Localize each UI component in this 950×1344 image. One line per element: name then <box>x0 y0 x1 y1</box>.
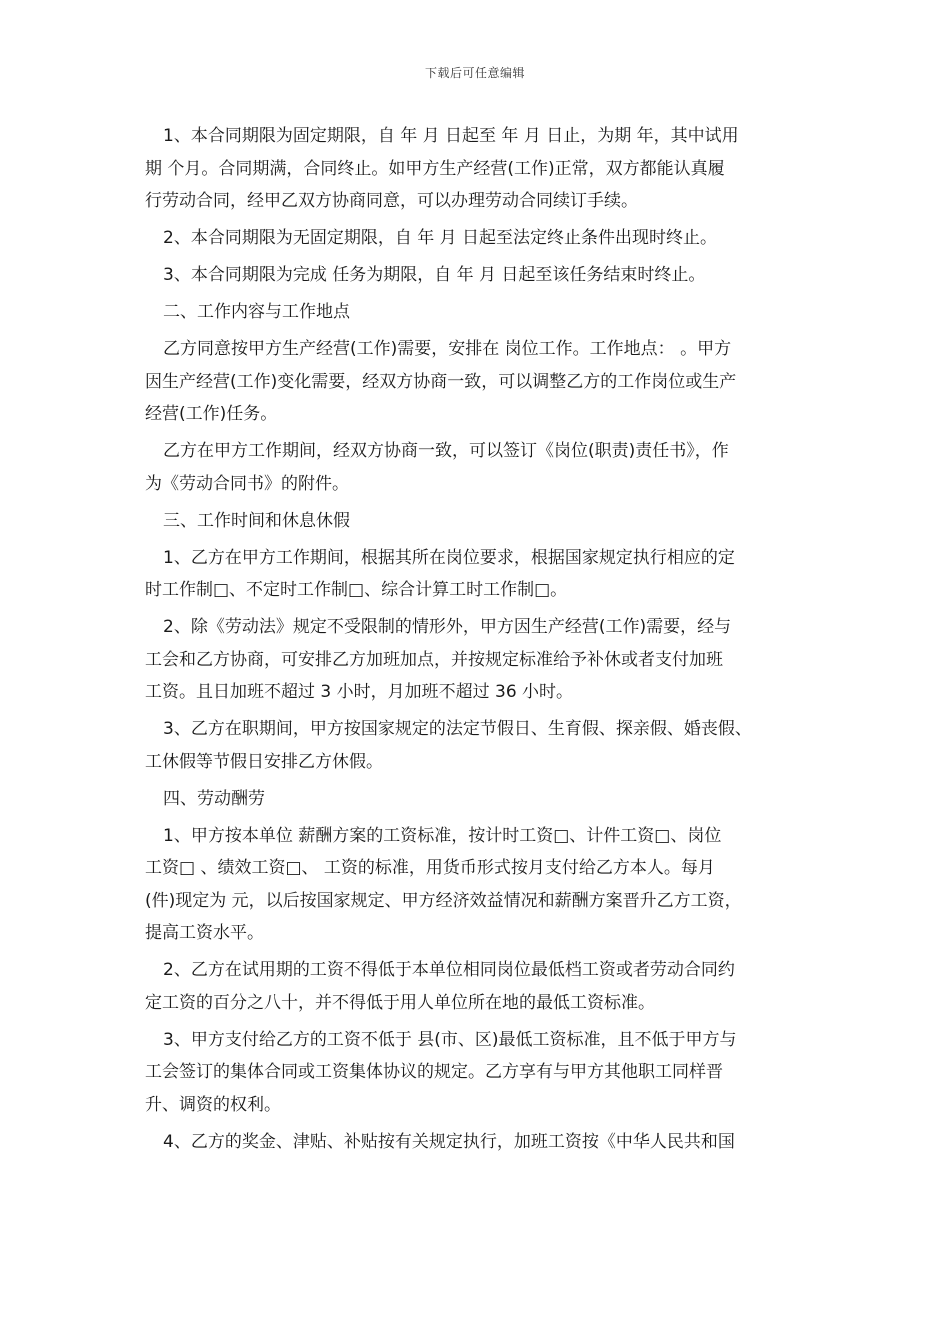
text-line: 工休假等节假日安排乙方休假。 <box>145 751 383 772</box>
text-line: 1、本合同期限为固定期限，自 年 月 日起至 年 月 日止，为期 年，其中试用 <box>163 126 739 146</box>
text-line: 因生产经营(工作)变化需要，经双方协商一致，可以调整乙方的工作岗位或生产 <box>145 371 737 392</box>
paragraph <box>145 120 825 218</box>
text-line: 工资。且日加班不超过 3 小时，月加班不超过 36 小时。 <box>145 682 574 702</box>
contract-body <box>145 120 825 1163</box>
text-line: 3、本合同期限为完成 任务为期限，自 年 月 日起至该任务结束时终止。 <box>163 265 706 285</box>
paragraph <box>145 296 825 329</box>
paragraph <box>145 259 825 292</box>
text-line: 行劳动合同，经甲乙双方协商同意，可以办理劳动合同续订手续。 <box>145 191 638 211</box>
paragraph <box>145 222 825 255</box>
paragraph <box>145 783 825 816</box>
text-line: 经营(工作)任务。 <box>145 404 278 424</box>
text-line: 3、甲方支付给乙方的工资不低于 县(市、区)最低工资标准，且不低于甲方与 <box>163 1029 737 1050</box>
text-line: 3、乙方在职期间，甲方按国家规定的法定节假日、生育假、探亲假、婚丧假、 <box>163 719 752 739</box>
text-line: 四、劳动酬劳 <box>163 788 265 809</box>
text-line: 1、甲方按本单位 薪酬方案的工资标准，按计时工资□、计件工资□、岗位 <box>163 825 722 846</box>
text-line: 4、乙方的奖金、津贴、补贴按有关规定执行，加班工资按《中华人民共和国 <box>163 1131 735 1152</box>
text-line: 乙方同意按甲方生产经营(工作)需要，安排在 岗位工作。工作地点： 。甲方 <box>163 339 732 359</box>
text-line: 工会和乙方协商，可安排乙方加班加点，并按规定标准给予补休或者支付加班 <box>145 649 723 670</box>
paragraph <box>145 1126 825 1159</box>
text-line: 2、乙方在试用期的工资不得低于本单位相同岗位最低档工资或者劳动合同约 <box>163 960 735 980</box>
text-line: 三、工作时间和休息休假 <box>163 510 350 531</box>
page-header: 下载后可任意编辑 <box>424 66 525 80</box>
text-line: 升、调资的权利。 <box>145 1094 281 1115</box>
paragraph <box>145 1024 825 1122</box>
text-line: 工会签订的集体合同或工资集体协议的规定。乙方享有与甲方其他职工同样晋 <box>145 1062 723 1082</box>
text-line: 提高工资水平。 <box>145 923 264 943</box>
text-line: 定工资的百分之八十，并不得低于用人单位所在地的最低工资标准。 <box>145 992 655 1013</box>
text-line: 为《劳动合同书》的附件。 <box>145 473 349 494</box>
text-line: 时工作制□、不定时工作制□、综合计算工时工作制□。 <box>145 580 568 600</box>
text-line: 2、本合同期限为无固定期限，自 年 月 日起至法定终止条件出现时终止。 <box>163 228 718 248</box>
paragraph <box>145 713 825 778</box>
text-line: 1、乙方在甲方工作期间，根据其所在岗位要求，根据国家规定执行相应的定 <box>163 547 735 568</box>
paragraph <box>145 820 825 950</box>
paragraph <box>145 333 825 431</box>
paragraph <box>145 611 825 709</box>
text-line: (件)现定为 元，以后按国家规定、甲方经济效益情况和薪酬方案晋升乙方工资， <box>145 890 742 911</box>
paragraph <box>145 542 825 607</box>
text-line: 2、除《劳动法》规定不受限制的情形外，甲方因生产经营(工作)需要，经与 <box>163 617 732 637</box>
text-line: 乙方在甲方工作期间，经双方协商一致，可以签订《岗位(职责)责任书》，作 <box>163 441 729 461</box>
text-line: 期 个月。合同期满，合同终止。如甲方生产经营(工作)正常，双方都能认真履 <box>145 158 725 179</box>
paragraph <box>145 954 825 1019</box>
paragraph <box>145 505 825 538</box>
paragraph <box>145 435 825 500</box>
text-line: 二、工作内容与工作地点 <box>163 302 350 322</box>
text-line: 工资□ 、绩效工资□、 工资的标准，用货币形式按月支付给乙方本人。每月 <box>145 858 715 878</box>
